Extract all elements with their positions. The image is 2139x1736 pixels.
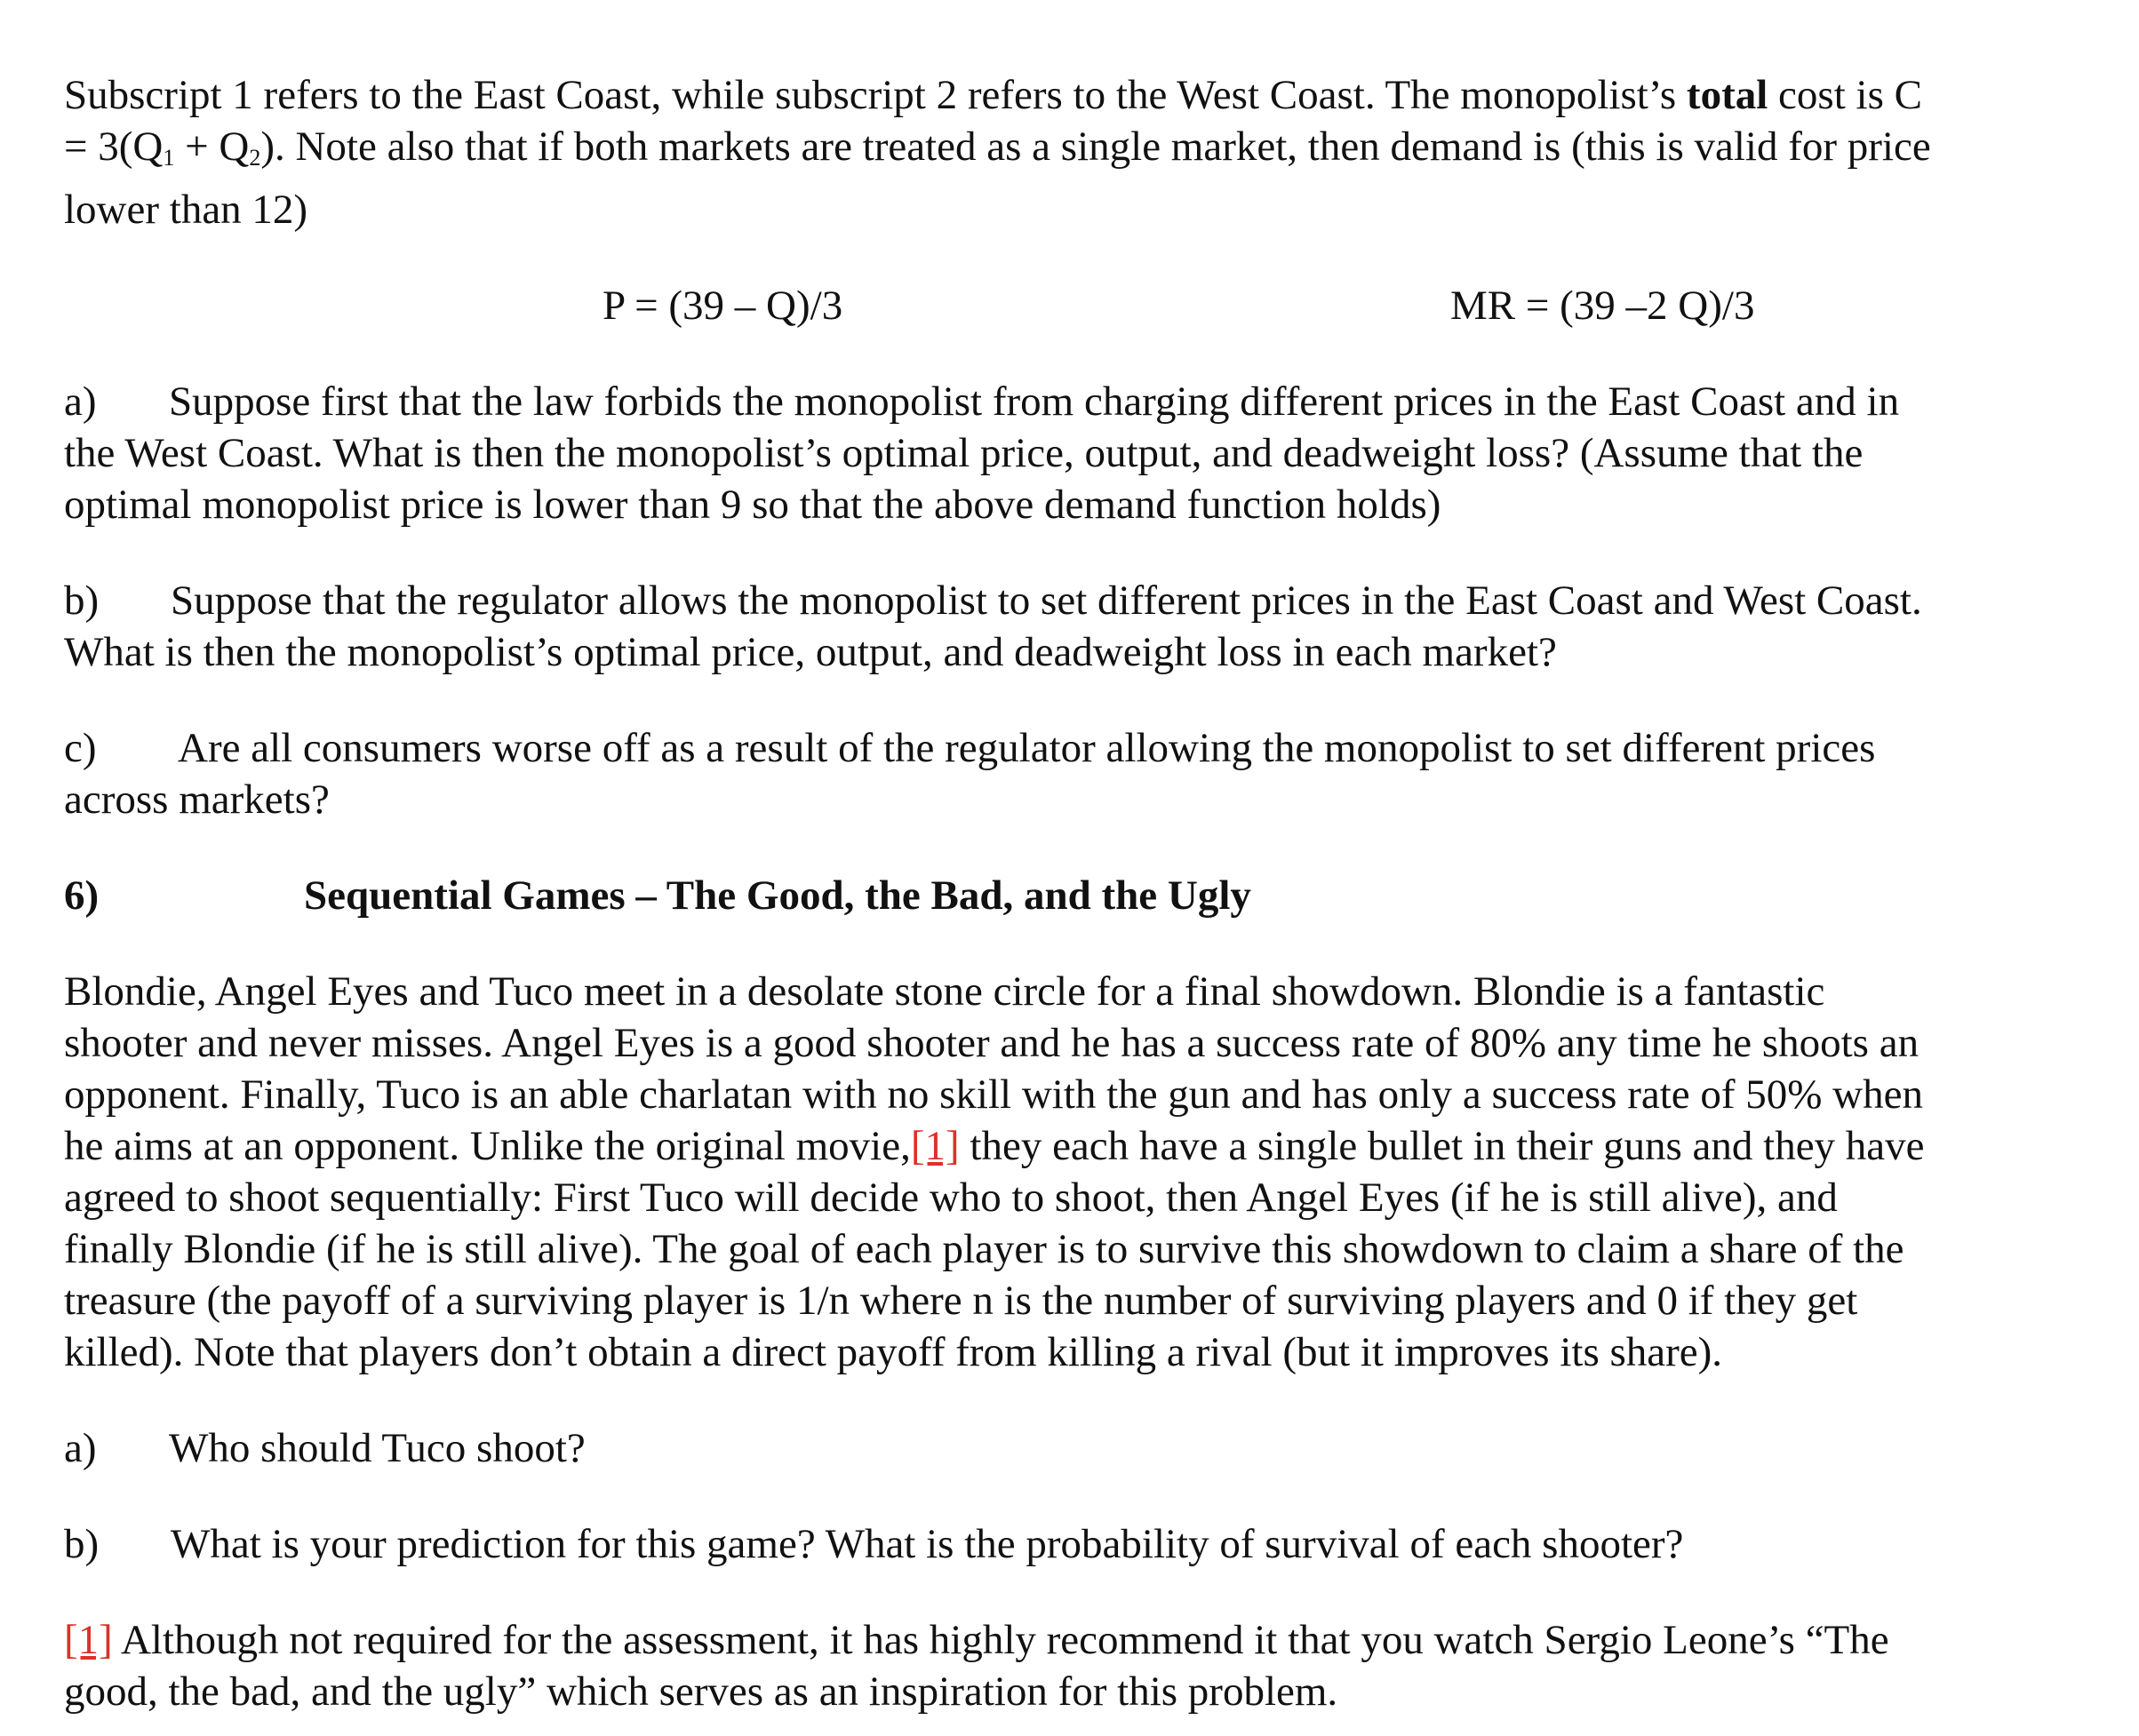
question-label: a) [64,378,97,425]
equation-row [64,280,2086,331]
footnote-text: Although not required for the assessment, it has highly recommend it that you watch Sergio Leone’s “The [112,1617,1889,1663]
intro-text: cost is C [1768,72,1922,118]
question-text: the West Coast. What is then the monopolist’s optimal price, output, and deadweight loss? (Assume that the [64,430,1864,476]
question-text: Suppose that the regulator allows the monopolist to set different prices in the East Coast and West Coast. [171,577,1922,624]
question-label: c) [64,725,97,771]
story-paragraph [64,966,2086,1378]
question-label: a) [64,1425,97,1471]
story-text: finally Blondie (if he is still alive). The goal of each player is to survive this showdown to claim a share of the [64,1226,1904,1272]
section-heading [64,870,2086,921]
question-label: b) [64,1521,100,1567]
question-text: Suppose first that the law forbids the monopolist from charging different prices in the East Coast and in [169,378,1900,425]
question-6b [64,1518,2086,1570]
intro-bold-total: total [1686,72,1768,118]
question-text: Who should Tuco shoot? [169,1425,586,1471]
footnote-backlink[interactable]: [1] [64,1617,113,1663]
story-text: they each have a single bullet in their guns and they have [959,1123,1925,1169]
footnote [64,1614,2086,1717]
section-title: Sequential Games – The Good, the Bad, and the Ugly [304,872,1251,919]
intro-paragraph [64,69,2086,235]
question-text: Are all consumers worse off as a result of the regulator allowing the monopolist to set different prices [178,725,1876,771]
question-text: across markets? [64,776,330,823]
question-5c [64,722,2086,825]
question-label: b) [64,577,100,624]
story-text: treasure (the payoff of a surviving player is 1/n where n is the number of surviving players and 0 if they get [64,1278,1858,1324]
story-text: shooter and never misses. Angel Eyes is a good shooter and he has a success rate of 80% any time he shoots an [64,1020,1920,1066]
story-text: killed). Note that players don’t obtain a direct payoff from killing a rival (but it improves its share). [64,1329,1723,1375]
question-5a [64,376,2086,530]
price-equation: P = (39 – Q)/3 [603,283,843,329]
subscript-2: 2 [249,145,261,171]
intro-text: Subscript 1 refers to the East Coast, while subscript 2 refers to the West Coast. The monopolist’s [64,72,1687,118]
story-text: opponent. Finally, Tuco is an able charlatan with no skill with the gun and has only a success rate of 50% when [64,1071,1923,1118]
footnote-text: good, the bad, and the ugly” which serves as an inspiration for this problem. [64,1668,1338,1715]
story-text: Blondie, Angel Eyes and Tuco meet in a desolate stone circle for a final showdown. Blondie is a fantastic [64,968,1825,1015]
story-text: agreed to shoot sequentially: First Tuco will decide who to shoot, then Angel Eyes (if he is still alive), and [64,1175,1838,1221]
marginal-revenue-equation: MR = (39 –2 Q)/3 [1450,283,1755,329]
subscript-1: 1 [163,145,175,171]
question-text: optimal monopolist price is lower than 9 so that the above demand function holds) [64,482,1441,528]
intro-text: + Q [174,123,250,170]
question-text: What is your prediction for this game? What is the probability of survival of each shooter? [171,1521,1684,1567]
question-5b [64,575,2086,678]
section-number: 6) [64,872,100,919]
question-6a [64,1422,2086,1474]
footnote-reference-link[interactable]: [1] [910,1123,960,1169]
intro-text: lower than 12) [64,187,308,233]
question-text: What is then the monopolist’s optimal price, output, and deadweight loss in each market? [64,629,1557,675]
story-text: he aims at an opponent. Unlike the original movie, [64,1123,911,1169]
intro-text: = 3(Q [64,123,164,170]
intro-text: ). Note also that if both markets are treated as a single market, then demand is (this is valid for price [260,123,1931,170]
